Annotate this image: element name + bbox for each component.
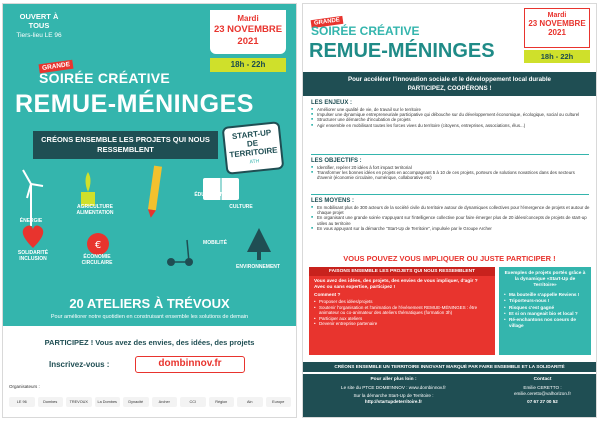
intro-line2: PARTICIPEZ, COOPÉRONS ! [407, 85, 492, 92]
time-box: 18h - 22h [210, 58, 286, 72]
divider [311, 154, 589, 155]
theme-culture: CULTURE [229, 204, 253, 210]
list-item: • Proposer des idées/projets [314, 299, 490, 305]
theme-economie: ÉCONOMIE CIRCULAIRE [81, 254, 113, 266]
footer-band: CRÉONS ENSEMBLE UN TERRITOIRE INNOVANT MARQUÉ PAR FAIRE ENSEMBLE ET LA SOLIDARITÉ [303, 362, 596, 372]
participate-box-question: Comment ? [314, 293, 341, 298]
participate-box-intro: Vous avez des idées, des projets, des envies de vous impliquer, d'agir ? Avec ou sans expertise, participez ! [314, 279, 478, 290]
grande-tag: GRANDE [311, 16, 344, 28]
contact-phone[interactable]: 07 67 27 00 52 [527, 399, 558, 404]
divider [311, 194, 589, 195]
ateliers-title: 20 ATELIERS À TRÉVOUX [69, 296, 230, 311]
startup-line3: ATH [249, 158, 260, 166]
partner-logos [9, 392, 291, 412]
partner-logo: Archer [152, 397, 178, 407]
footer-demarche-label: Sur la démarche Start-Up de Territoire : [353, 393, 434, 398]
list-item: ■ En organisant une grande soirée s'appuyant sur l'intelligence collective pour faire émerger plus de 20 idées/concepts de projets de start-up utiles au territoire [311, 215, 591, 225]
date-line: 23 NOVEMBRE [213, 24, 283, 35]
objectifs-section [311, 158, 591, 181]
contact-title: Contact [533, 377, 552, 382]
list-item: • Ré-enchantons nos coeurs de village [504, 317, 586, 330]
list-item: • Participer aux ateliers [314, 316, 490, 322]
svg-text:€: € [94, 240, 102, 251]
intro-line1: Pour accélérer l'innovation sociale et le développement local durable [348, 76, 551, 83]
footer-links [311, 377, 476, 404]
flyer-back-page [302, 3, 597, 418]
enjeux-title: LES ENJEUX : [311, 100, 353, 106]
theme-education: ÉDUCATION [194, 192, 224, 198]
open-badge-line2: Tiers-lieu LE 96 [16, 32, 62, 39]
heart-icon [23, 225, 44, 248]
date-box [524, 8, 590, 48]
slogan-box: CRÉONS ENSEMBLE LES PROJETS QUI NOUS RESSEMBLENT [33, 131, 218, 159]
list-item: • Ma bouteille s'appelle Reviens ! [504, 292, 586, 298]
tree-icon [247, 228, 271, 260]
back-header [303, 4, 596, 70]
list-item: ■ Améliorer une qualité de vie, de travail sur le territoire [311, 107, 591, 112]
contact-name: Emilie CERETTO : [523, 385, 562, 390]
date-line: 23 NOVEMBRE [528, 19, 586, 28]
soiree-title: SOIRÉE CRÉATIVE [39, 70, 171, 86]
theme-energie: ÉNERGIE [19, 218, 43, 224]
plant-icon [81, 172, 95, 206]
open-badge [9, 12, 69, 44]
soiree-title: SOIRÉE CRÉATIVE [311, 24, 420, 38]
list-item: • Soutenir l'organisation et l'animation de l'événement REMUE-MÉNINGES : être animateur ou co-animateur des ateliers thématiques (formation 3h) [314, 305, 490, 316]
startup-line2: DE TERRITOIRE [228, 138, 278, 160]
list-item: ■ Identifier, repérer 20 idées à fort impact territorial [311, 165, 591, 170]
date-box [210, 10, 286, 54]
grande-tag: GRANDE [39, 60, 74, 74]
recycle-icon [87, 233, 109, 255]
hero-section [3, 4, 296, 286]
remue-title: REMUE-MÉNINGES [309, 40, 495, 62]
examples-box-title: Exemples de projets portés grâce à la dynamique «Start-Up de Territoire» [504, 271, 586, 288]
theme-solidarite: SOLIDARITÉ INCLUSION [17, 250, 49, 262]
theme-mobilite: MOBILITÉ [203, 240, 227, 246]
remue-title: REMUE-MÉNINGES [15, 90, 254, 118]
date-day: Mardi [237, 14, 259, 23]
date-day: Mardi [547, 12, 567, 19]
moyens-title: LES MOYENS : [311, 198, 355, 204]
contact-email[interactable]: emilie.ceretto@valhorizon.fr [513, 391, 571, 396]
ateliers-subtitle: Pour améliorer notre quotidien en construisant ensemble les solutions de demain [50, 314, 249, 320]
footer-site-link[interactable]: Le site du PTCE DOMB'INNOV : www.dombinnov.fr [341, 385, 446, 390]
footer-links-title: Pour aller plus loin : [370, 377, 417, 382]
flyer-front-page [2, 3, 297, 418]
partner-logo: CCI [180, 397, 206, 407]
signup-label: Inscrivez-vous : [49, 360, 110, 369]
list-item: ■ Agir ensemble en mobilisant toutes les forces vives du territoire (citoyens, entreprises, associations, élus...) [311, 123, 591, 128]
signup-row [3, 354, 296, 376]
partner-logo: LE 96 [9, 397, 35, 407]
partner-logo: Région [209, 397, 235, 407]
list-item: • Et si on mangeait bio et local ? [504, 311, 586, 317]
footer-demarche-link[interactable]: http://startupdeterritoire.fr [364, 399, 423, 404]
footer-contact [495, 377, 590, 404]
scooter-icon [167, 240, 193, 266]
date-year: 2021 [548, 28, 566, 37]
partner-logo: La Dombes [95, 397, 121, 407]
footer [303, 374, 596, 418]
time-box: 18h - 22h [524, 50, 590, 63]
list-item: ■ Transformer les bonnes idées en projets en accompagnant 5 à 10 de ces projets, porteurs de solutions novatrices dans des secteurs d'avenir (économie circulaire, numérique, collaborative etc) [311, 170, 591, 180]
pencil-icon [147, 166, 162, 219]
list-item: ■ En vous appuyant sur la démarche "Start-Up de Territoire", impulsée par le Groupe Archer [311, 226, 591, 231]
list-item: ■ Impulser une dynamique entrepreneuriale participative qui débouche sur du développement économique, écologique, social ou culturel [311, 112, 591, 117]
objectifs-title: LES OBJECTIFS : [311, 158, 362, 164]
participez-text: PARTICIPEZ ! Vous avez des envies, des idées, des projets [44, 338, 255, 347]
partner-logo: Dynacité [123, 397, 149, 407]
date-year: 2021 [237, 36, 259, 47]
startup-line1: START-UP [231, 128, 272, 142]
list-item: • Risques c'est gagné [504, 305, 586, 311]
list-item: • Devenir entreprise partenaire [314, 321, 490, 327]
theme-environnement: ENVIRONNEMENT [236, 264, 280, 270]
involve-heading: VOUS POUVEZ VOUS IMPLIQUER OU JUSTE PARTICIPER ! [343, 254, 556, 263]
examples-box [499, 267, 591, 355]
moyens-section [311, 198, 591, 231]
list-item: ■ Structurer une démarche d'incubation de projets [311, 117, 591, 122]
signup-link[interactable]: dombinnov.fr [135, 356, 245, 373]
enjeux-section [311, 100, 591, 128]
partner-logo: Ain [237, 397, 263, 407]
theme-agriculture: AGRICULTURE ALIMENTATION [76, 204, 114, 216]
participate-box [309, 267, 495, 355]
partner-logo: TREVOUX [66, 397, 92, 407]
partner-logo: Dombes [38, 397, 64, 407]
list-item: • Triporteurs-nous ! [504, 298, 586, 304]
list-item: ■ En mobilisant plus de 300 acteurs de la société civile du territoire autour de dynamiques collectives pour l'émergence de projets et autour de chaque projet [311, 205, 591, 215]
open-badge-line1: OUVERT À TOUS [19, 12, 59, 30]
partner-logo: Europe [266, 397, 292, 407]
intro-band [303, 72, 596, 96]
organisateurs-label: Organisateurs : [9, 384, 40, 389]
participate-box-title: FAISONS ENSEMBLE LES PROJETS QUI NOUS RESSEMBLENT [309, 267, 495, 276]
